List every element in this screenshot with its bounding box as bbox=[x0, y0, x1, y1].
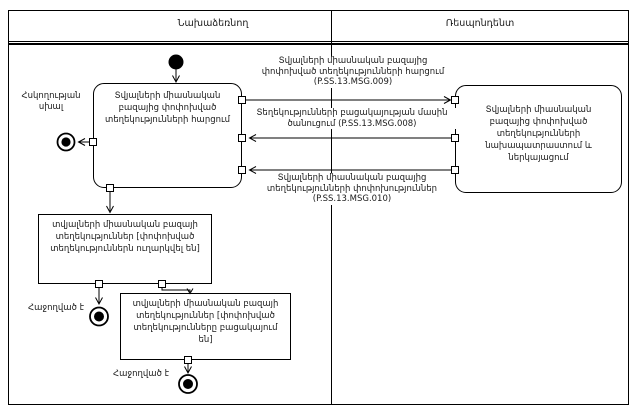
flow-control-error bbox=[58, 134, 93, 151]
flow-to-success-bottom bbox=[179, 364, 197, 393]
object-node-info-sent: տվյալների միասնական բազայի տեղեկություններ [փոփոխված տեղեկություններն ուղարկվել են] bbox=[38, 214, 212, 284]
activity-request-changed-info: Տվյալների միասնական բազայից փոփոխված տեղեկությունների հարցում bbox=[93, 83, 242, 188]
flow-to-object-sent bbox=[107, 192, 114, 213]
message-label-msg010: Տվյալների միասնական բազայից տեղեկությունների փոփոխություններ (P.SS.13.MSG.010) bbox=[262, 173, 442, 205]
connector-pins bbox=[90, 97, 459, 364]
activity-prepare-present-info: Տվյալների միասնական բազայից փոփոխված տեղեկությունների նախապատրաստում և ներկայացում bbox=[455, 85, 622, 193]
flow-msg010 bbox=[250, 167, 452, 174]
flow-to-success-left bbox=[90, 288, 108, 326]
flow-msg009 bbox=[246, 97, 451, 104]
initial-node-circle bbox=[169, 55, 184, 70]
message-label-msg008: Տեղեկությունների բացակայության մասին ծանուցում (P.SS.13.MSG.008) bbox=[247, 108, 457, 129]
label-success-bottom: Հաջողված է bbox=[113, 369, 169, 379]
object-node-info-absent: տվյալների միասնական բազայի տեղեկություններ [փոփոխված տեղեկությունները բացակայում են] bbox=[120, 293, 291, 360]
lane-title-initiator: Նախաձեռնող bbox=[177, 18, 249, 29]
message-label-msg009: Տվյալների միասնական բազայից փոփոխված տեղեկությունների հարցում (P.SS.13.MSG.009) bbox=[253, 56, 453, 88]
lane-title-respondent: Ռեսպոնդենտ bbox=[445, 18, 515, 29]
flow-object-to-object bbox=[162, 288, 193, 294]
initial-node bbox=[169, 55, 184, 83]
label-success-left: Հաջողված է bbox=[28, 303, 84, 313]
flow-msg008 bbox=[250, 135, 452, 142]
label-control-error: Հսկողության սխալ bbox=[21, 91, 81, 112]
